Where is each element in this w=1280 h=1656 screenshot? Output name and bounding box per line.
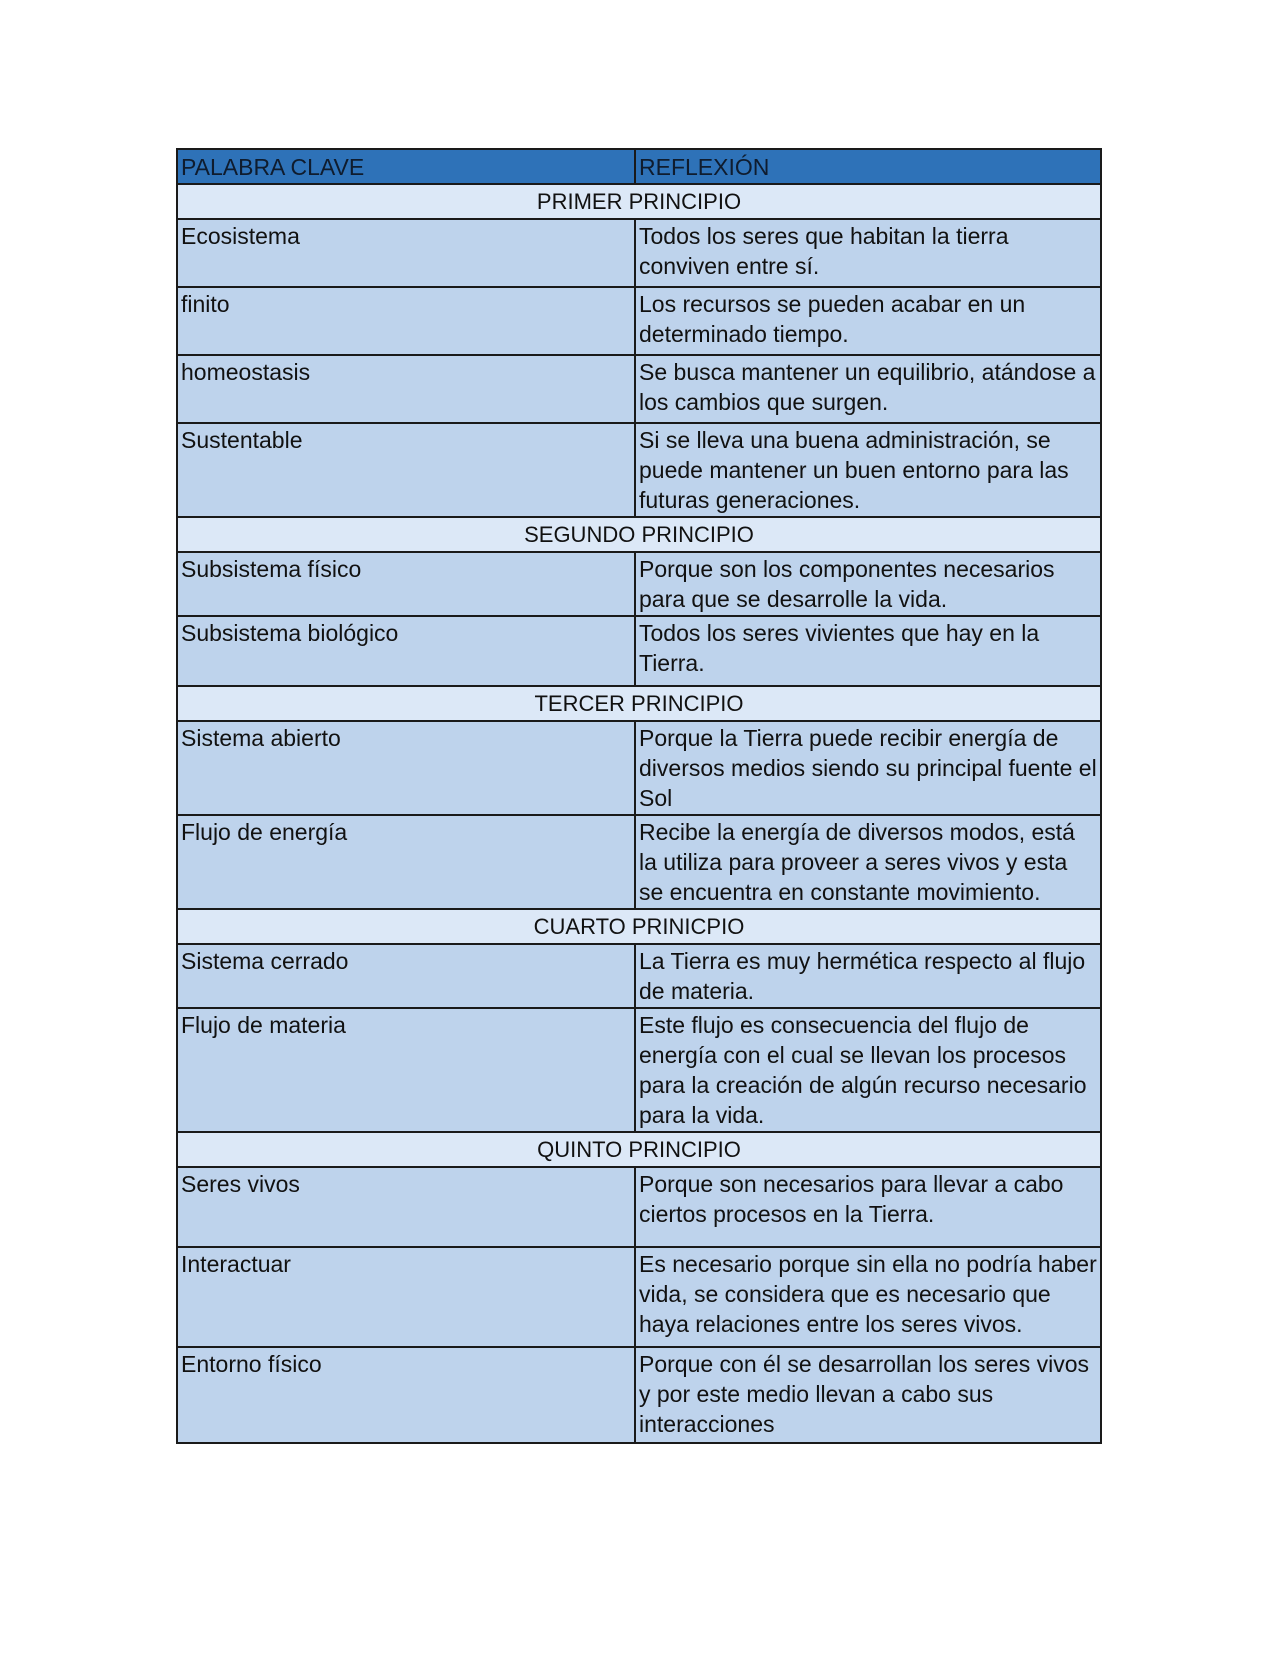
section-title-row — [177, 909, 1101, 944]
section-title-row — [177, 517, 1101, 552]
table-row — [177, 616, 1101, 686]
keyword-cell: finito — [177, 287, 635, 355]
reflection-cell: Recibe la energía de diversos modos, está la utiliza para proveer a seres vivos y esta se encuentra en constante movimiento. — [635, 815, 1101, 909]
reflection-cell: Porque son los componentes necesarios para que se desarrolle la vida. — [635, 552, 1101, 616]
table-row — [177, 1167, 1101, 1247]
section-title: QUINTO PRINCIPIO — [177, 1132, 1101, 1167]
table-header-row — [177, 149, 1101, 184]
section-title-row — [177, 184, 1101, 219]
keyword-cell: Sistema abierto — [177, 721, 635, 815]
table-row — [177, 1247, 1101, 1347]
table-row — [177, 1008, 1101, 1132]
keyword-cell: Ecosistema — [177, 219, 635, 287]
section-title: SEGUNDO PRINCIPIO — [177, 517, 1101, 552]
header-reflection-cell: REFLEXIÓN — [635, 149, 1101, 184]
reflection-cell: Porque con él se desarrollan los seres vivos y por este medio llevan a cabo sus interacciones — [635, 1347, 1101, 1443]
keyword-cell: Flujo de energía — [177, 815, 635, 909]
table-row — [177, 944, 1101, 1008]
reflection-cell: La Tierra es muy hermética respecto al flujo de materia. — [635, 944, 1101, 1008]
header-keyword-cell: PALABRA CLAVE — [177, 149, 635, 184]
section-title: CUARTO PRINICPIO — [177, 909, 1101, 944]
table-row — [177, 1347, 1101, 1443]
table-row — [177, 219, 1101, 287]
reflection-cell: Todos los seres vivientes que hay en la Tierra. — [635, 616, 1101, 686]
table-row — [177, 815, 1101, 909]
table-row — [177, 423, 1101, 517]
reflection-cell: Es necesario porque sin ella no podría haber vida, se considera que es necesario que haya relaciones entre los seres vivos. — [635, 1247, 1101, 1347]
reflection-cell: Todos los seres que habitan la tierra conviven entre sí. — [635, 219, 1101, 287]
reflection-cell: Este flujo es consecuencia del flujo de energía con el cual se llevan los procesos para la creación de algún recurso necesario para la vida. — [635, 1008, 1101, 1132]
section-title-row — [177, 686, 1101, 721]
reflection-cell: Si se lleva una buena administración, se puede mantener un buen entorno para las futuras generaciones. — [635, 423, 1101, 517]
keyword-cell: Interactuar — [177, 1247, 635, 1347]
table-row — [177, 552, 1101, 616]
table-row — [177, 355, 1101, 423]
section-title-row — [177, 1132, 1101, 1167]
reflection-cell: Los recursos se pueden acabar en un determinado tiempo. — [635, 287, 1101, 355]
reflection-cell: Porque son necesarios para llevar a cabo ciertos procesos en la Tierra. — [635, 1167, 1101, 1247]
reflection-cell: Porque la Tierra puede recibir energía de diversos medios siendo su principal fuente el Sol — [635, 721, 1101, 815]
keyword-cell: Entorno físico — [177, 1347, 635, 1443]
keyword-cell: Subsistema biológico — [177, 616, 635, 686]
reflection-cell: Se busca mantener un equilibrio, atándose a los cambios que surgen. — [635, 355, 1101, 423]
section-title: TERCER PRINCIPIO — [177, 686, 1101, 721]
keyword-cell: Sistema cerrado — [177, 944, 635, 1008]
table-row — [177, 721, 1101, 815]
keyword-cell: Sustentable — [177, 423, 635, 517]
section-title: PRIMER PRINCIPIO — [177, 184, 1101, 219]
keyword-cell: homeostasis — [177, 355, 635, 423]
principles-table — [176, 148, 1102, 1444]
keyword-cell: Subsistema físico — [177, 552, 635, 616]
keyword-cell: Flujo de materia — [177, 1008, 635, 1132]
keyword-cell: Seres vivos — [177, 1167, 635, 1247]
table-row — [177, 287, 1101, 355]
